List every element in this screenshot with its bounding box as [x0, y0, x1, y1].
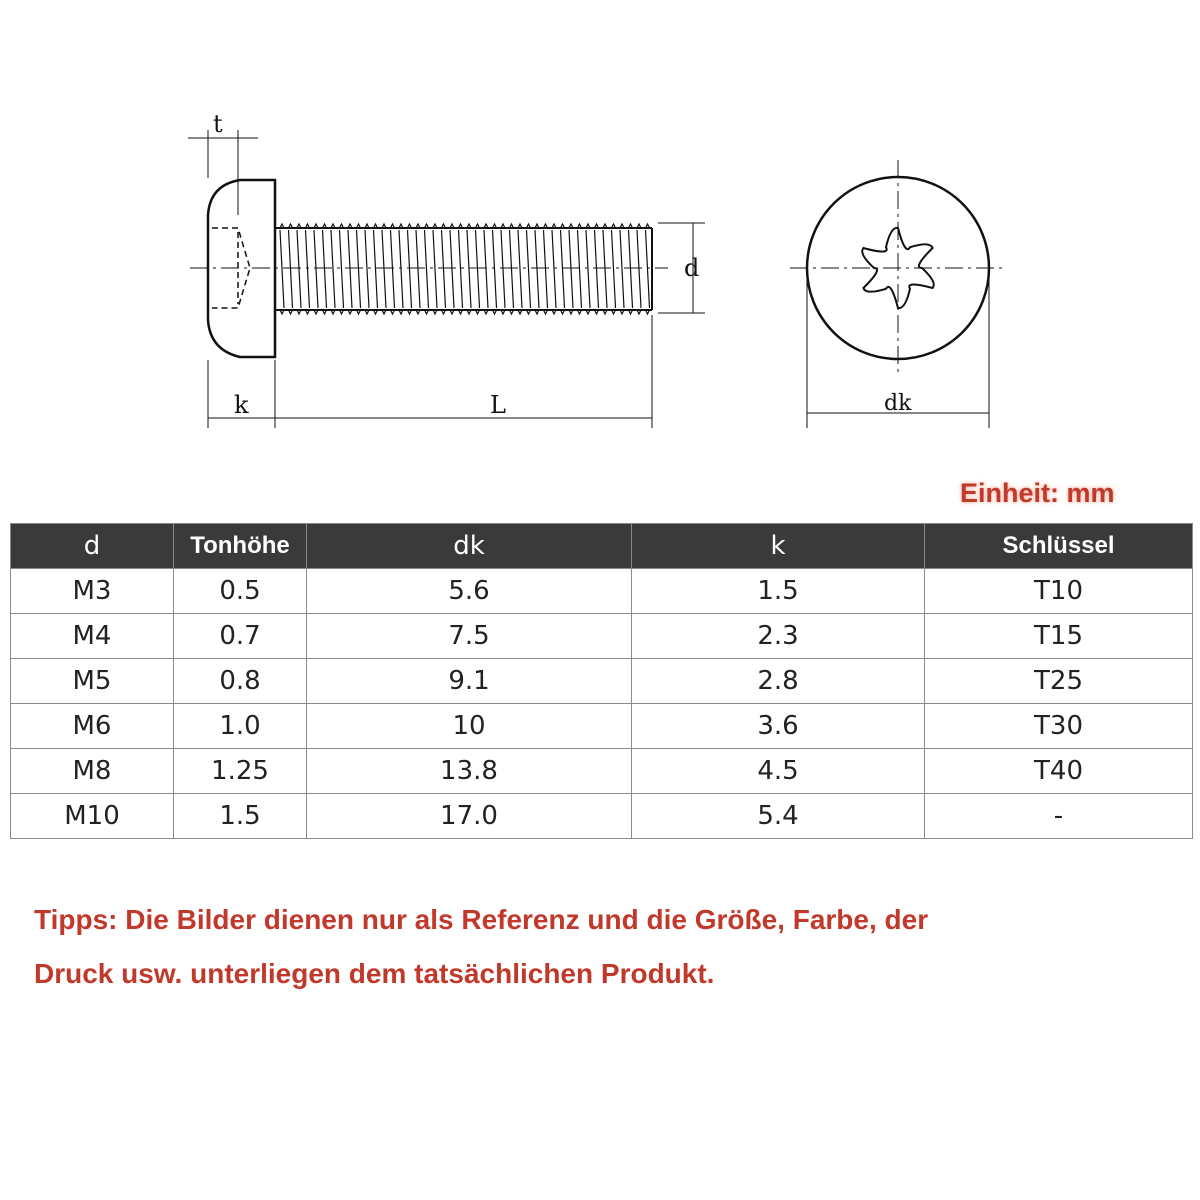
cell-pitch: 1.5 [174, 794, 307, 839]
cell-key: T25 [925, 659, 1193, 704]
cell-k: 5.4 [632, 794, 925, 839]
header-k: k [632, 524, 925, 569]
tips-line-2: Druck usw. unterliegen dem tatsächlichen Produkt. [34, 958, 715, 989]
cell-key: - [925, 794, 1193, 839]
cell-pitch: 0.7 [174, 614, 307, 659]
cell-k: 2.8 [632, 659, 925, 704]
table-row [11, 614, 1193, 659]
dim-label-k: k [234, 391, 249, 419]
dim-label-dk: dk [884, 391, 912, 416]
tips-note [34, 893, 1154, 1001]
dim-label-t: t [213, 110, 223, 138]
cell-dk: 13.8 [307, 749, 632, 794]
screw-side-view [188, 130, 705, 428]
header-d: d [11, 524, 174, 569]
screw-top-view [790, 160, 1005, 428]
table-row [11, 749, 1193, 794]
header-pitch: Tonhöhe [174, 524, 307, 569]
table-row [11, 659, 1193, 704]
cell-d: M6 [11, 704, 174, 749]
cell-k: 1.5 [632, 569, 925, 614]
unit-label: Einheit: mm [960, 478, 1115, 508]
tips-line-1: Tipps: Die Bilder dienen nur als Referenz und die Größe, Farbe, der [34, 904, 929, 935]
cell-pitch: 1.25 [174, 749, 307, 794]
screw-technical-drawing [0, 0, 1200, 470]
cell-dk: 9.1 [307, 659, 632, 704]
cell-key: T40 [925, 749, 1193, 794]
dim-label-L: L [490, 391, 506, 419]
cell-key: T30 [925, 704, 1193, 749]
table-row [11, 794, 1193, 839]
cell-dk: 5.6 [307, 569, 632, 614]
table-row [11, 569, 1193, 614]
table-header-row [11, 524, 1193, 569]
cell-pitch: 1.0 [174, 704, 307, 749]
cell-dk: 17.0 [307, 794, 632, 839]
cell-k: 2.3 [632, 614, 925, 659]
cell-key: T15 [925, 614, 1193, 659]
table-row [11, 704, 1193, 749]
cell-d: M5 [11, 659, 174, 704]
cell-k: 4.5 [632, 749, 925, 794]
cell-d: M10 [11, 794, 174, 839]
header-key: Schlüssel [925, 524, 1193, 569]
cell-dk: 10 [307, 704, 632, 749]
cell-d: M4 [11, 614, 174, 659]
cell-pitch: 0.5 [174, 569, 307, 614]
spec-table [10, 523, 1193, 839]
header-dk: dk [307, 524, 632, 569]
cell-dk: 7.5 [307, 614, 632, 659]
cell-k: 3.6 [632, 704, 925, 749]
cell-key: T10 [925, 569, 1193, 614]
cell-d: M3 [11, 569, 174, 614]
cell-d: M8 [11, 749, 174, 794]
cell-pitch: 0.8 [174, 659, 307, 704]
dim-label-d: d [684, 254, 700, 282]
